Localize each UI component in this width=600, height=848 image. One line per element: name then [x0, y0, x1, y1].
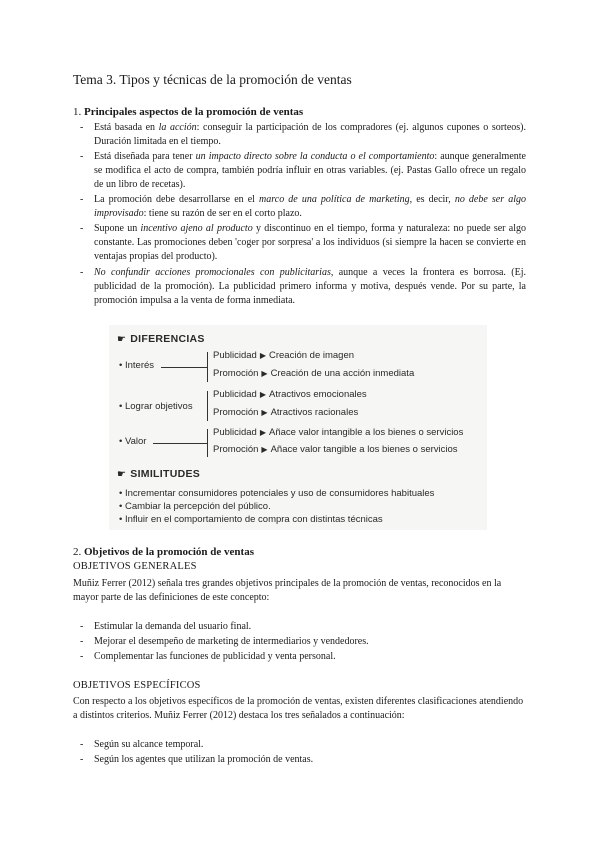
table-cell: Promoción ▶ Creación de una acción inmediata	[213, 368, 415, 379]
section-1-heading	[73, 106, 303, 118]
table-cell: Publicidad ▶ Atractivos emocionales	[213, 389, 367, 400]
table-cell: Publicidad ▶ Creación de imagen	[213, 350, 355, 361]
row-label: • Lograr objetivos	[119, 401, 193, 412]
subsection-title: OBJETIVOS GENERALES	[73, 561, 197, 572]
pointing-hand-icon: ☛	[117, 469, 127, 480]
table-cell: Promoción ▶ Añace valor tangible a los bienes o servicios	[213, 444, 458, 455]
list-item: - No confundir acciones promocionales con publicitarias, aunque a veces la frontera es borrosa. (Ej. publicidad de la promoción). La publicidad primero informa y motiva, después vende. Por su parte, la promoción impulsa a la venta de forma inmediata.	[80, 267, 526, 306]
section-1-number: 1.	[73, 106, 82, 118]
list-item: - Supone un incentivo ajeno al producto y discontinuo en el tiempo, forma y naturaleza: no puede ser algo constante. Las promociones deben 'coger por sorpresa' a los individuos (si siempre la hacen se convierte en ventajas propias del producto).	[80, 223, 526, 262]
table-cell: Promoción ▶ Atractivos racionales	[213, 407, 359, 418]
section-2-heading	[73, 546, 254, 558]
list-item: - Está basada en la acción: conseguir la participación de los compradores (ej. algunos cupones o sorteos). Duración limitada en el tiempo.	[80, 122, 526, 147]
list-item: - Está diseñada para tener un impacto directo sobre la conducta o el comportamiento: aunque generalmente se modifica el acto de compra, también podría influir en otras variables. (ej. Pastas Gallo ofrece un regalo de un libro de recetas).	[80, 151, 526, 190]
list-item: - Según su alcance temporal.	[80, 739, 204, 750]
section-1-title: Principales aspectos de la promoción de ventas	[84, 106, 304, 118]
section-2-title: Objetivos de la promoción de ventas	[84, 546, 254, 558]
list-item: - Según los agentes que utilizan la promoción de ventas.	[80, 754, 314, 765]
list-item: - La promoción debe desarrollarse en el marco de una política de marketing, es decir, no debe ser algo improvisado: tiene su razón de ser en el corto plazo.	[80, 194, 526, 219]
table-cell: Publicidad ▶ Añace valor intangible a los bienes o servicios	[213, 427, 464, 438]
differences-figure	[109, 325, 487, 530]
paragraph: Muñiz Ferrer (2012) señala tres grandes objetivos principales de la promoción de ventas, reconocidos en la mayor parte de las definiciones de este concepto:	[73, 578, 502, 603]
paragraph: Con respecto a los objetivos específicos de la promoción de ventas, existen diferentes clasificaciones atendiendo a distintos criterios. Muñiz Ferrer (2012) destaca los tres señalados a continuación:	[73, 696, 524, 721]
similitudes-heading: ☛ SIMILITUDES	[117, 468, 201, 480]
list-item: • Influir en el comportamiento de compra con distintas técnicas	[119, 514, 383, 525]
page-title: Tema 3. Tipos y técnicas de la promoción de ventas	[73, 72, 352, 87]
list-item: - Mejorar el desempeño de marketing de intermediarios y vendedores.	[80, 636, 369, 647]
diferencias-heading: ☛ DIFERENCIAS	[117, 333, 205, 345]
subsection-title: OBJETIVOS ESPECÍFICOS	[73, 680, 201, 691]
list-item: - Estimular la demanda del usuario final.	[80, 621, 252, 632]
row-label: • Valor	[119, 436, 147, 447]
section-2-number: 2.	[73, 546, 82, 558]
list-item: • Incrementar consumidores potenciales y uso de consumidores habituales	[119, 488, 435, 499]
row-label: • Interés	[119, 360, 155, 371]
list-item: - Complementar las funciones de publicidad y venta personal.	[80, 651, 336, 662]
list-item: • Cambiar la percepción del público.	[119, 501, 271, 512]
pointing-hand-icon: ☛	[117, 334, 127, 345]
